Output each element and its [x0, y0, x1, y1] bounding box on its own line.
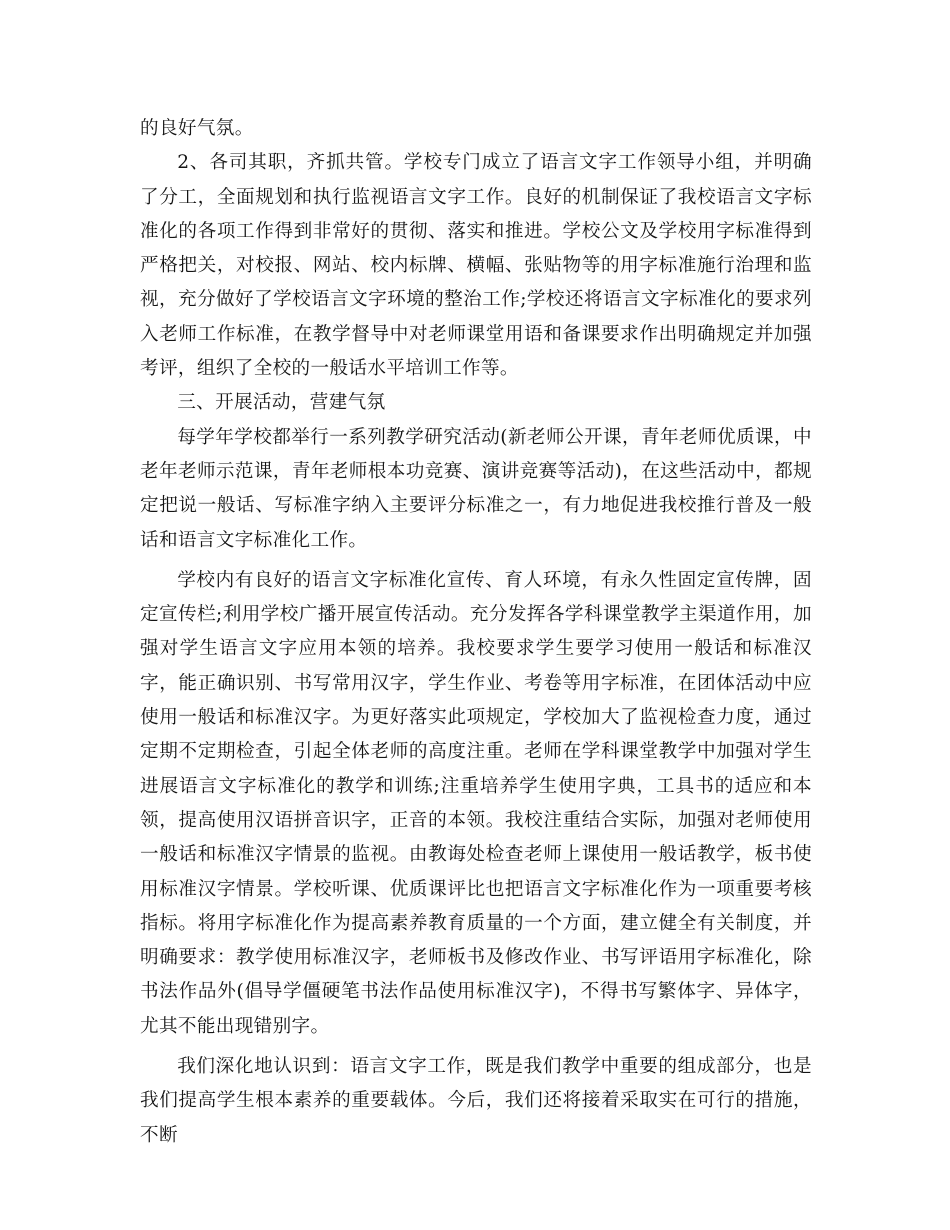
document-body: [140, 112, 812, 1153]
paragraph-continuation: 的良好气氛。: [140, 118, 254, 139]
paragraph-conclusion: 我们深化地认识到：语言文字工作，既是我们教学中重要的组成部分，也是我们提高学生根本素养的重要载体。今后，我们还将接着采取实在可行的措施，不断: [140, 1056, 812, 1146]
paragraph-teaching-activities: 每学年学校都举行一系列教学研究活动(新老师公开课，青年老师优质课，中老年老师示范课，青年老师根本功竞赛、演讲竞赛等活动)，在这些活动中，都规定把说一般话、写标准字纳入主要评分标准之一，有力地促进我校推行普及一般话和语言文字标准化工作。: [140, 426, 812, 551]
section-heading-activities: 三、开展活动，营建气氛: [177, 392, 386, 414]
paragraph-campus-environment: 学校内有良好的语言文字标准化宣传、育人环境，有永久性固定宣传牌，固定宣传栏;利用学校广播开展宣传活动。充分发挥各学科课堂教学主渠道作用，加强对学生语言文字应用本领的培养。我校要求学生要学习使用一般话和标准汉字，能正确识别、书写常用汉字，学生作业、考卷等用字标准，在团体活动中应使用一般话和标准汉字。为更好落实此项规定，学校加大了监视检查力度，通过定期不定期检查，引起全体老师的高度注重。老师在学科课堂教学中加强对学生进展语言文字标准化的教学和训练;注重培养学生使用字典，工具书的适应和本领，提高使用汉语拼音识字，正音的本领。我校注重结合实际，加强对老师使用一般话和标准汉字情景的监视。由教诲处检查老师上课使用一般话教学，板书使用标准汉字情景。学校听课、优质课评比也把语言文字标准化作为一项重要考核指标。将用字标准化作为提高素养教育质量的一个方面，建立健全有关制度，并明确要求：教学使用标准汉字，老师板书及修改作业、书写评语用字标准化，除书法作品外(倡导学僵硬笔书法作品使用标准汉字)，不得书写繁体字、异体字，尤其不能出现错别字。: [140, 569, 812, 1037]
paragraph-division-of-duties: 2、各司其职，齐抓共管。学校专门成立了语言文字工作领导小组，并明确了分工，全面规划和执行监视语言文字工作。良好的机制保证了我校语言文字标准化的各项工作得到非常好的贯彻、落实和推进。学校公文及学校用字标准得到严格把关，对校报、网站、校内标牌、横幅、张贴物等的用字标准施行治理和监视，充分做好了学校语言文字环境的整治工作;学校还将语言文字标准化的要求列入老师工作标准，在教学督导中对老师课堂用语和备课要求作出明确规定并加强考评，组织了全校的一般话水平培训工作等。: [140, 152, 812, 380]
